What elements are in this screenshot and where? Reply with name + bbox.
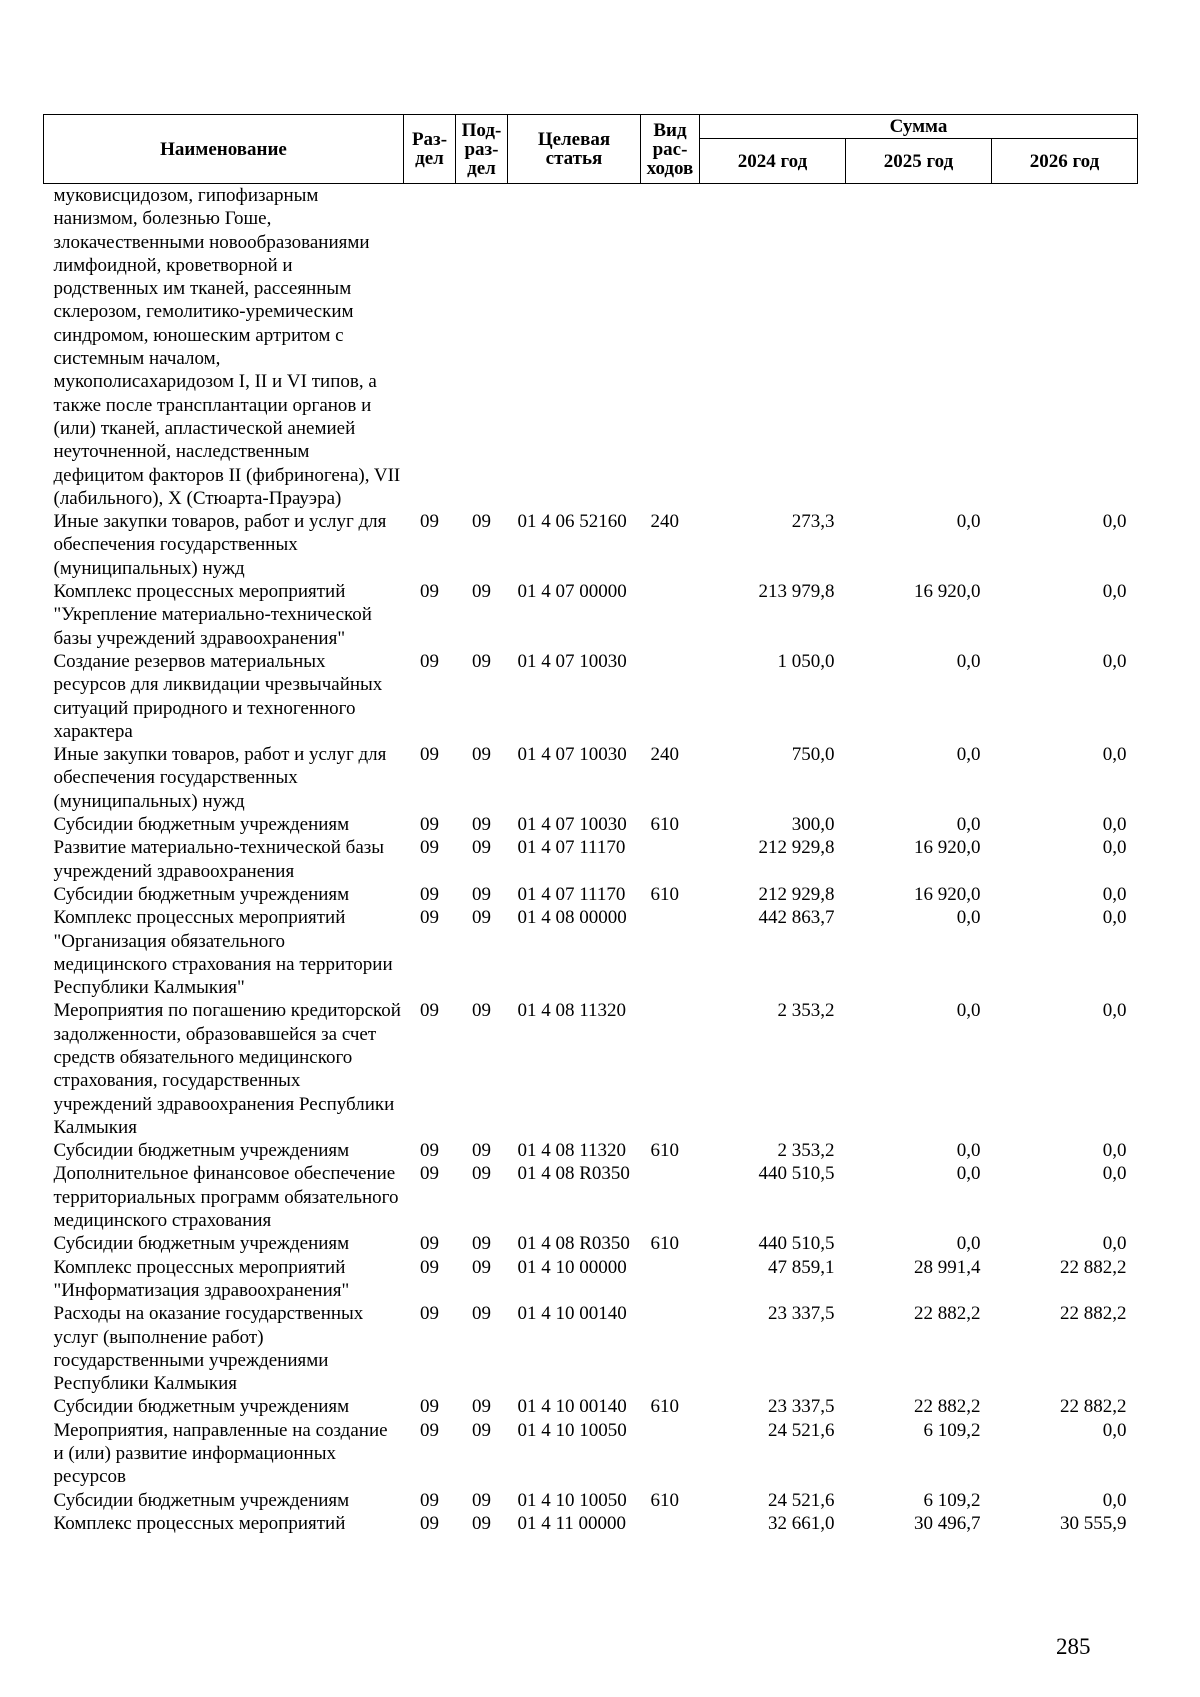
row-name: Комплекс процессных мероприятий "Информатизация здравоохранения" [53,1256,350,1301]
row-sum-2025: 6 109,2 [923,1489,981,1511]
budget-table-container [43,114,1138,1535]
table-row [44,510,1138,580]
row-sum-2025: 0,0 [956,814,981,836]
table-row [44,1302,1138,1395]
row-sum-2024: 212 929,8 [758,837,835,859]
header-razdel: Раз- дел [404,115,456,184]
row-podrazdel [456,184,508,511]
row-sum-2025: 30 496,7 [914,1512,981,1534]
row-sum-2024: 32 661,0 [768,1512,835,1534]
row-podrazdel: 09 [472,837,491,859]
row-vid [641,1419,700,1489]
row-target: 01 4 10 00140 [517,1303,627,1325]
row-name: Субсидии бюджетным учреждениям [53,814,350,836]
row-sum-2025: 0,0 [956,744,981,766]
row-sum-2024: 23 337,5 [768,1396,835,1418]
table-row [44,184,1138,511]
row-podrazdel: 09 [472,1419,491,1441]
row-sum-2024: 212 929,8 [758,883,835,905]
row-sum-2024: 750,0 [791,744,835,766]
row-vid: 610 [650,814,679,836]
row-razdel: 09 [420,1489,439,1511]
row-vid [641,836,700,883]
row-razdel: 09 [420,837,439,859]
row-podrazdel: 09 [472,1256,491,1278]
row-sum-2024: 24 521,6 [768,1419,835,1441]
row-razdel: 09 [420,814,439,836]
table-header [44,115,1138,184]
table-row [44,1232,1138,1255]
row-name: Комплекс процессных мероприятий "Организация обязательного медицинского страхования на территории Республики Калмыкия" [53,907,393,999]
row-vid [641,1256,700,1303]
row-sum-2026: 0,0 [1102,1000,1127,1022]
row-sum-2024: 23 337,5 [768,1303,835,1325]
row-podrazdel: 09 [472,511,491,533]
row-name: Комплекс процессных мероприятий [53,1512,346,1534]
row-sum-2026: 0,0 [1102,1419,1127,1441]
row-sum-2025: 16 920,0 [914,581,981,603]
row-vid: 240 [650,511,679,533]
row-razdel: 09 [420,1140,439,1162]
row-podrazdel: 09 [472,581,491,603]
row-podrazdel: 09 [472,907,491,929]
row-razdel: 09 [420,1396,439,1418]
row-target: 01 4 07 10030 [517,814,627,836]
row-podrazdel: 09 [472,1163,491,1185]
row-razdel: 09 [420,744,439,766]
row-razdel: 09 [420,650,439,672]
row-sum-2026: 22 882,2 [1060,1396,1127,1418]
table-body [44,184,1138,1536]
row-podrazdel: 09 [472,1489,491,1511]
row-target: 01 4 07 10030 [517,650,627,672]
row-target: 01 4 10 00140 [517,1396,627,1418]
row-vid: 610 [650,1489,679,1511]
row-sum-2025: 22 882,2 [914,1396,981,1418]
table-row [44,743,1138,813]
row-name: Расходы на оказание государственных услуг (выполнение работ) государственными учреждениями Республики Калмыкия [53,1303,364,1395]
row-podrazdel: 09 [472,1396,491,1418]
row-vid [641,906,700,999]
row-razdel: 09 [420,1256,439,1278]
row-sum-2026: 0,0 [1102,1140,1127,1162]
row-sum-2025: 0,0 [956,650,981,672]
budget-table [43,114,1138,1535]
header-year-2026: 2026 год [992,139,1138,184]
row-vid: 610 [650,1140,679,1162]
row-sum-2026: 0,0 [1102,907,1127,929]
row-sum-2024: 1 050,0 [777,650,835,672]
row-target: 01 4 08 00000 [517,907,627,929]
row-razdel: 09 [420,1163,439,1185]
row-sum-2025: 0,0 [956,1163,981,1185]
row-name: Иные закупки товаров, работ и услуг для обеспечения государственных (муниципальных) нужд [53,744,387,812]
row-vid: 610 [650,1233,679,1255]
row-sum-2024: 440 510,5 [758,1233,835,1255]
row-vid [641,1162,700,1232]
row-sum-2026: 0,0 [1102,511,1127,533]
row-sum-2026 [992,184,1138,511]
row-name: Субсидии бюджетным учреждениям [53,1140,350,1162]
row-sum-2024: 300,0 [791,814,835,836]
row-target: 01 4 11 00000 [517,1512,627,1534]
row-target: 01 4 08 R0350 [517,1163,630,1185]
row-vid [641,999,700,1139]
row-podrazdel: 09 [472,744,491,766]
row-sum-2025: 16 920,0 [914,837,981,859]
row-vid [641,1512,700,1535]
row-sum-2025: 16 920,0 [914,883,981,905]
row-razdel: 09 [420,1000,439,1022]
row-sum-2025: 22 882,2 [914,1303,981,1325]
row-sum-2025: 28 991,4 [914,1256,981,1278]
row-razdel: 09 [420,1233,439,1255]
header-year-2024: 2024 год [700,139,846,184]
row-sum-2025: 0,0 [956,1140,981,1162]
row-name: Иные закупки товаров, работ и услуг для обеспечения государственных (муниципальных) нужд [53,511,387,579]
row-sum-2025: 0,0 [956,511,981,533]
row-target: 01 4 08 11320 [517,1000,627,1022]
row-sum-2026: 0,0 [1102,744,1127,766]
row-sum-2025: 0,0 [956,1000,981,1022]
row-sum-2025: 0,0 [956,907,981,929]
table-row [44,1419,1138,1489]
row-sum-2026: 22 882,2 [1060,1256,1127,1278]
row-podrazdel: 09 [472,1512,491,1534]
page-number: 285 [1056,1634,1091,1659]
table-row [44,650,1138,743]
row-name: Мероприятия, направленные на создание и (или) развитие информационных ресурсов [53,1419,388,1488]
row-target: 01 4 06 52160 [517,511,627,533]
row-razdel: 09 [420,581,439,603]
row-name: Субсидии бюджетным учреждениям [53,883,350,905]
table-row [44,1162,1138,1232]
row-name: Мероприятия по погашению кредиторской задолженности, образовавшейся за счет средств обязательного медицинского страхования, государственных учреждений здравоохранения Республики Калмыкия [53,1000,401,1138]
header-vid: Вид рас- ходов [641,115,700,184]
row-target: 01 4 10 10050 [517,1489,627,1511]
row-sum-2024: 2 353,2 [777,1140,835,1162]
row-target: 01 4 08 R0350 [517,1233,630,1255]
table-row [44,1139,1138,1162]
row-sum-2026: 0,0 [1102,581,1127,603]
row-razdel: 09 [420,907,439,929]
table-row [44,813,1138,836]
header-year-2025: 2025 год [846,139,992,184]
row-name: Дополнительное финансовое обеспечение территориальных программ обязательного медицинского страхования [53,1163,399,1232]
row-name: Субсидии бюджетным учреждениям [53,1233,350,1255]
row-razdel: 09 [420,1419,439,1441]
row-podrazdel: 09 [472,883,491,905]
row-podrazdel: 09 [472,1303,491,1325]
row-sum-2024: 24 521,6 [768,1489,835,1511]
row-target: 01 4 07 11170 [517,883,626,905]
header-sum: Сумма [700,115,1138,139]
row-sum-2026: 0,0 [1102,1489,1127,1511]
table-row [44,1256,1138,1303]
row-target: 01 4 10 00000 [517,1256,627,1278]
row-sum-2026: 0,0 [1102,1233,1127,1255]
row-sum-2026: 0,0 [1102,883,1127,905]
row-name: Создание резервов материальных ресурсов для ликвидации чрезвычайных ситуаций природного и техногенного характера [53,650,383,742]
row-vid: 610 [650,1396,679,1418]
table-row [44,906,1138,999]
row-target: 01 4 07 10030 [517,744,627,766]
row-sum-2024: 273,3 [791,511,835,533]
row-name: Развитие материально-технической базы учреждений здравоохранения [53,837,385,882]
row-sum-2026: 0,0 [1102,650,1127,672]
table-row [44,883,1138,906]
row-target: 01 4 08 11320 [517,1140,627,1162]
row-sum-2024: 2 353,2 [777,1000,835,1022]
row-vid [641,580,700,650]
row-target: 01 4 07 00000 [517,581,627,603]
header-name: Наименование [44,115,404,184]
row-sum-2026: 0,0 [1102,837,1127,859]
header-target: Целевая статья [508,115,641,184]
row-sum-2025 [846,184,992,511]
row-razdel: 09 [420,1303,439,1325]
row-name: Комплекс процессных мероприятий "Укрепление материально-технической базы учреждений здравоохранения" [53,581,372,649]
row-podrazdel: 09 [472,1140,491,1162]
row-podrazdel: 09 [472,1000,491,1022]
row-razdel: 09 [420,1512,439,1534]
table-row [44,1489,1138,1512]
row-vid [641,184,700,511]
row-sum-2024 [700,184,846,511]
row-vid [641,650,700,743]
row-sum-2026: 22 882,2 [1060,1303,1127,1325]
row-name: муковисцидозом, гипофизарным нанизмом, болезнью Гоше, злокачественными новообразованиями лимфоидной, кроветворной и родственных им тканей, рассеянным склерозом, гемолитико-уремическим синдромом, юношеским артритом с системным началом, мукополисахаридозом I, II и VI типов, а также после трансплантации органов и (или) тканей, апластической анемией неуточненной, наследственным дефицитом факторов II (фибриногена), VII (лабильного), X (Стюарта-Прауэра) [53,185,401,509]
row-name: Субсидии бюджетным учреждениям [53,1489,350,1511]
table-row [44,999,1138,1139]
row-podrazdel: 09 [472,814,491,836]
table-row [44,1512,1138,1535]
row-sum-2024: 213 979,8 [758,581,835,603]
row-sum-2024: 442 863,7 [758,907,835,929]
row-sum-2025: 0,0 [956,1233,981,1255]
row-target [508,184,641,511]
row-razdel [404,184,456,511]
row-vid: 610 [650,883,679,905]
table-row [44,580,1138,650]
row-razdel: 09 [420,511,439,533]
row-sum-2025: 6 109,2 [923,1419,981,1441]
row-target: 01 4 10 10050 [517,1419,627,1441]
row-target: 01 4 07 11170 [517,837,626,859]
row-razdel: 09 [420,883,439,905]
row-vid [641,1302,700,1395]
row-sum-2026: 0,0 [1102,814,1127,836]
row-sum-2024: 440 510,5 [758,1163,835,1185]
row-sum-2026: 30 555,9 [1060,1512,1127,1534]
row-vid: 240 [650,744,679,766]
header-podrazdel: Под- раз- дел [456,115,508,184]
row-podrazdel: 09 [472,650,491,672]
row-podrazdel: 09 [472,1233,491,1255]
row-name: Субсидии бюджетным учреждениям [53,1396,350,1418]
table-row [44,836,1138,883]
row-sum-2026: 0,0 [1102,1163,1127,1185]
table-row [44,1395,1138,1418]
row-sum-2024: 47 859,1 [768,1256,835,1278]
